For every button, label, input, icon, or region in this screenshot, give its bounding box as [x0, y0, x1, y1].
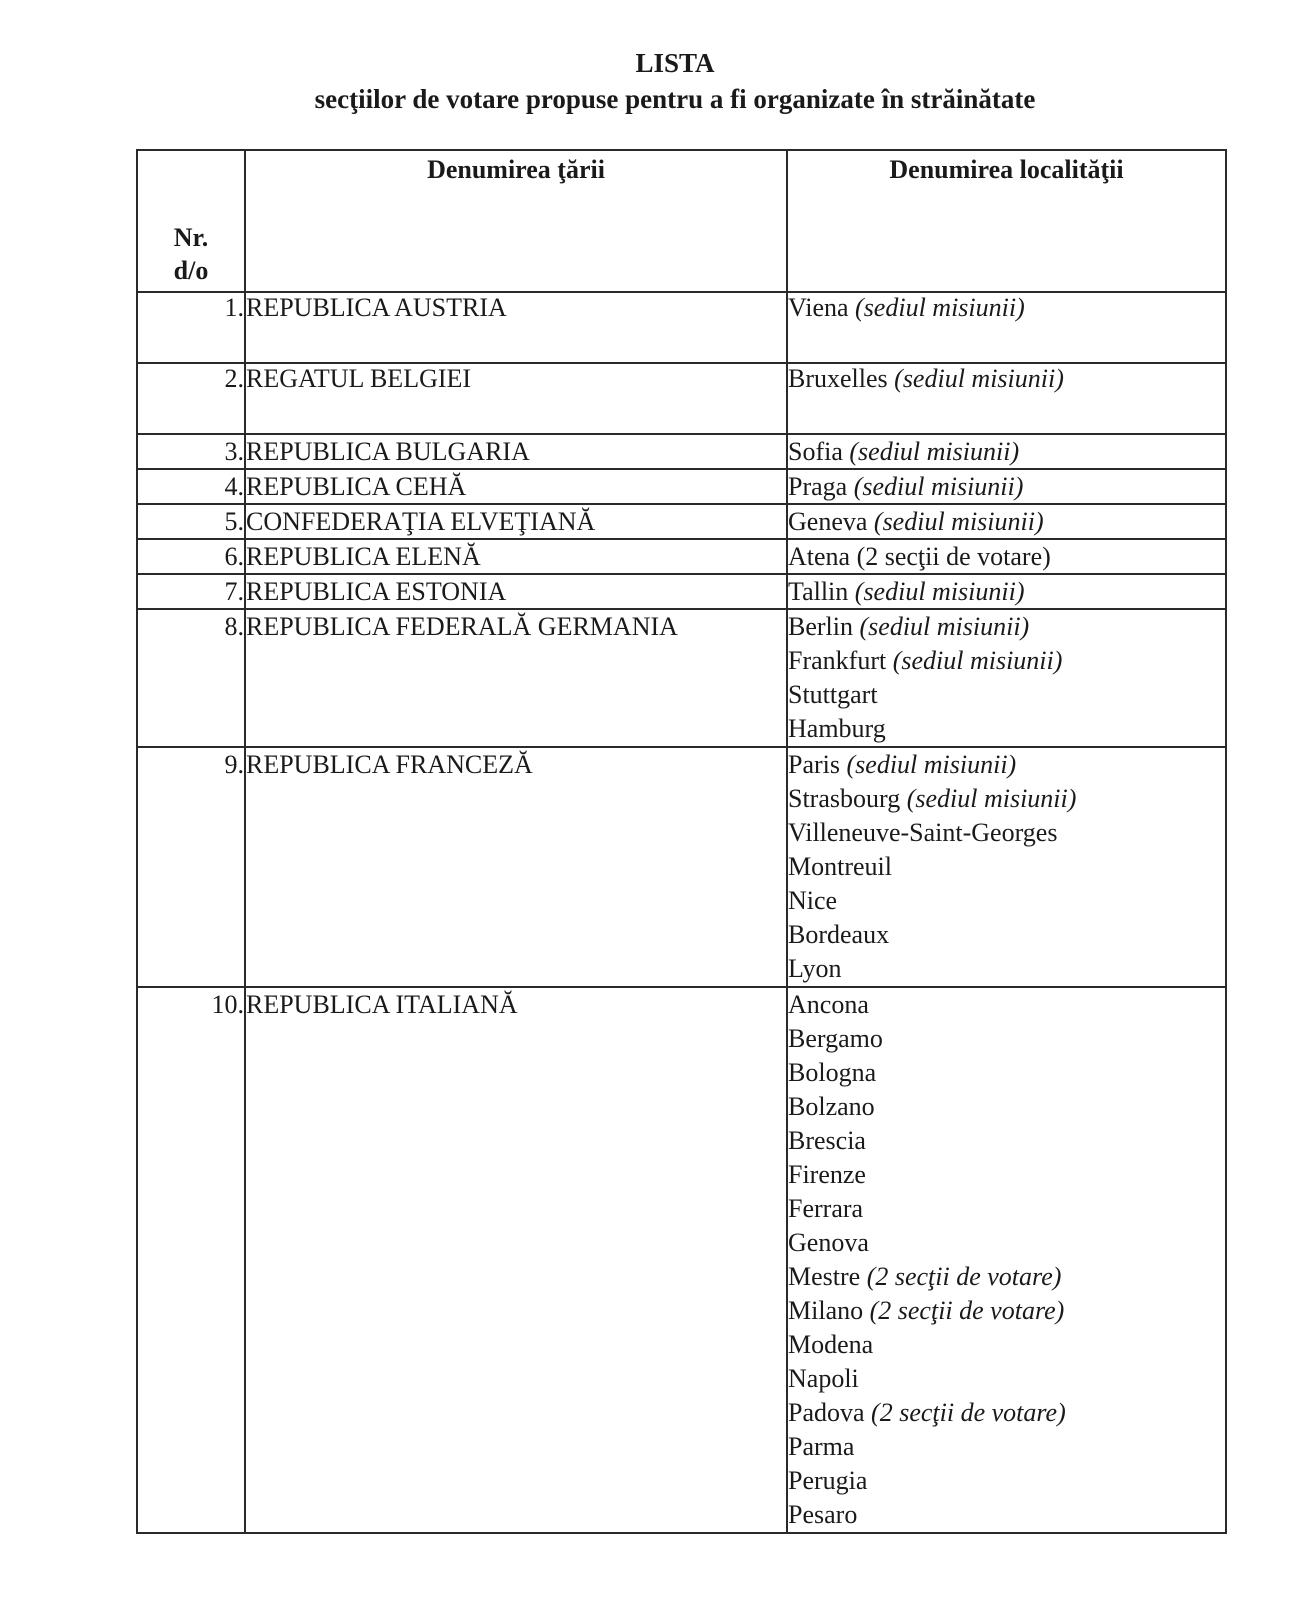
- locality-item: [788, 850, 1225, 884]
- locality-item: [788, 1124, 1225, 1158]
- table-header-row: [137, 150, 1226, 292]
- locality-item: [788, 575, 1225, 608]
- locality-name: Tallin: [788, 577, 849, 606]
- country-name: REPUBLICA FRANCEZĂ: [245, 747, 787, 987]
- country-name: REPUBLICA ESTONIA: [245, 574, 787, 609]
- locality-item: [788, 364, 1225, 394]
- row-number: 8.: [137, 609, 245, 747]
- table-row: [137, 363, 1226, 434]
- locality-item: [788, 1158, 1225, 1192]
- locality-item: [788, 988, 1225, 1022]
- localities-cell: [787, 292, 1226, 363]
- row-number: 7.: [137, 574, 245, 609]
- locality-note: (sediul misiunii): [873, 507, 1044, 536]
- locality-name: Pesaro: [788, 1500, 858, 1529]
- locality-name: Strasbourg: [788, 784, 901, 813]
- localities-cell: [787, 574, 1226, 609]
- locality-name: Bruxelles: [788, 364, 888, 393]
- table-row: [137, 539, 1226, 574]
- row-number: 4.: [137, 469, 245, 504]
- locality-note: (sediul misiunii): [846, 750, 1017, 779]
- header-country: Denumirea ţării: [245, 150, 787, 292]
- locality-name: Padova: [788, 1398, 865, 1427]
- locality-item: [788, 1260, 1225, 1294]
- locality-item: [788, 1022, 1225, 1056]
- locality-name: Berlin: [788, 612, 853, 641]
- locality-name: Bologna: [788, 1058, 877, 1087]
- locality-item: [788, 1498, 1225, 1532]
- locality-name: Praga: [788, 472, 848, 501]
- country-name: CONFEDERAŢIA ELVEŢIANĂ: [245, 504, 787, 539]
- locality-name: Bordeaux: [788, 920, 890, 949]
- locality-name: Viena: [788, 293, 849, 322]
- row-number: 5.: [137, 504, 245, 539]
- locality-item: [788, 505, 1225, 538]
- country-name: REPUBLICA CEHĂ: [245, 469, 787, 504]
- locality-note: (sediul misiunii): [859, 612, 1030, 641]
- table-row: [137, 747, 1226, 987]
- localities-cell: [787, 747, 1226, 987]
- table-row: [137, 504, 1226, 539]
- locality-item: [788, 1362, 1225, 1396]
- locality-name: Napoli: [788, 1364, 859, 1393]
- locality-item: [788, 435, 1225, 468]
- localities-cell: [787, 469, 1226, 504]
- locality-name: Sofia: [788, 437, 843, 466]
- locality-name: Brescia: [788, 1126, 866, 1155]
- locality-item: [788, 1430, 1225, 1464]
- locality-name: Firenze: [788, 1160, 866, 1189]
- country-name: REPUBLICA AUSTRIA: [245, 292, 787, 363]
- country-name: REGATUL BELGIEI: [245, 363, 787, 434]
- locality-item: [788, 293, 1225, 323]
- locality-name: Stuttgart: [788, 680, 878, 709]
- locality-name: Ancona: [788, 990, 869, 1019]
- locality-item: [788, 1464, 1225, 1498]
- locality-note: (sediul misiunii): [853, 472, 1024, 501]
- locality-item: [788, 1226, 1225, 1260]
- locality-name: Ferrara: [788, 1194, 864, 1223]
- locality-item: [788, 540, 1225, 573]
- locality-item: [788, 918, 1225, 952]
- localities-cell: [787, 987, 1226, 1533]
- locality-name: Paris: [788, 750, 840, 779]
- locality-note: (sediul misiunii): [906, 784, 1077, 813]
- locality-name: Frankfurt: [788, 646, 887, 675]
- locality-name: Mestre: [788, 1262, 861, 1291]
- locality-item: [788, 1090, 1225, 1124]
- locality-item: [788, 712, 1225, 746]
- locality-note: (sediul misiunii): [849, 437, 1020, 466]
- country-name: REPUBLICA ITALIANĂ: [245, 987, 787, 1533]
- locality-name: Hamburg: [788, 714, 886, 743]
- locality-item: [788, 470, 1225, 503]
- locality-item: [788, 1192, 1225, 1226]
- locality-item: [788, 816, 1225, 850]
- table-row: [137, 434, 1226, 469]
- header-nr-line: d/o: [173, 256, 209, 285]
- table-row: [137, 292, 1226, 363]
- locality-name: Atena (2 secţii de votare): [788, 542, 1051, 571]
- row-number: 2.: [137, 363, 245, 434]
- row-number: 9.: [137, 747, 245, 987]
- locality-name: Genova: [788, 1228, 869, 1257]
- locality-note: (sediul misiunii): [892, 646, 1063, 675]
- locality-item: [788, 1056, 1225, 1090]
- row-number: 6.: [137, 539, 245, 574]
- row-number: 10.: [137, 987, 245, 1533]
- localities-cell: [787, 609, 1226, 747]
- document-subtitle: secţiilor de votare propuse pentru a fi organizate în străinătate: [314, 84, 1036, 114]
- table-row: [137, 987, 1226, 1533]
- locality-note: (sediul misiunii): [855, 293, 1025, 322]
- locality-name: Bolzano: [788, 1092, 875, 1121]
- header-nr: [137, 150, 245, 292]
- locality-item: [788, 1328, 1225, 1362]
- locality-note: (sediul misiunii): [894, 364, 1064, 393]
- table-row: [137, 574, 1226, 609]
- header-nr-line: Nr.: [173, 223, 209, 252]
- locality-item: [788, 1396, 1225, 1430]
- localities-cell: [787, 363, 1226, 434]
- row-number: 1.: [137, 292, 245, 363]
- locality-name: Parma: [788, 1432, 855, 1461]
- locality-name: Lyon: [788, 954, 842, 983]
- locality-item: [788, 748, 1225, 782]
- locality-note: (sediul misiunii): [854, 577, 1025, 606]
- header-locality: Denumirea localităţii: [787, 150, 1226, 292]
- locality-name: Milano: [788, 1296, 864, 1325]
- locality-name: Villeneuve-Saint-Georges: [788, 818, 1058, 847]
- locality-item: [788, 884, 1225, 918]
- table-row: [137, 609, 1226, 747]
- locality-name: Montreuil: [788, 852, 892, 881]
- locality-item: [788, 610, 1225, 644]
- table-row: [137, 469, 1226, 504]
- locality-name: Perugia: [788, 1466, 868, 1495]
- locality-name: Nice: [788, 886, 838, 915]
- localities-cell: [787, 539, 1226, 574]
- document-title: LISTA: [635, 48, 715, 78]
- locality-item: [788, 678, 1225, 712]
- country-name: REPUBLICA ELENĂ: [245, 539, 787, 574]
- country-name: REPUBLICA BULGARIA: [245, 434, 787, 469]
- locality-item: [788, 782, 1225, 816]
- row-number: 3.: [137, 434, 245, 469]
- localities-cell: [787, 434, 1226, 469]
- locality-note: (2 secţii de votare): [869, 1296, 1065, 1325]
- country-name: REPUBLICA FEDERALĂ GERMANIA: [245, 609, 787, 747]
- locality-note: (2 secţii de votare): [866, 1262, 1062, 1291]
- locality-name: Geneva: [788, 507, 868, 536]
- locality-item: [788, 1294, 1225, 1328]
- locality-item: [788, 644, 1225, 678]
- locality-name: Modena: [788, 1330, 874, 1359]
- table-body: [137, 292, 1226, 1533]
- polling-stations-table: [136, 149, 1227, 1534]
- locality-item: [788, 952, 1225, 986]
- locality-note: (2 secţii de votare): [871, 1398, 1066, 1427]
- localities-cell: [787, 504, 1226, 539]
- locality-name: Bergamo: [788, 1024, 883, 1053]
